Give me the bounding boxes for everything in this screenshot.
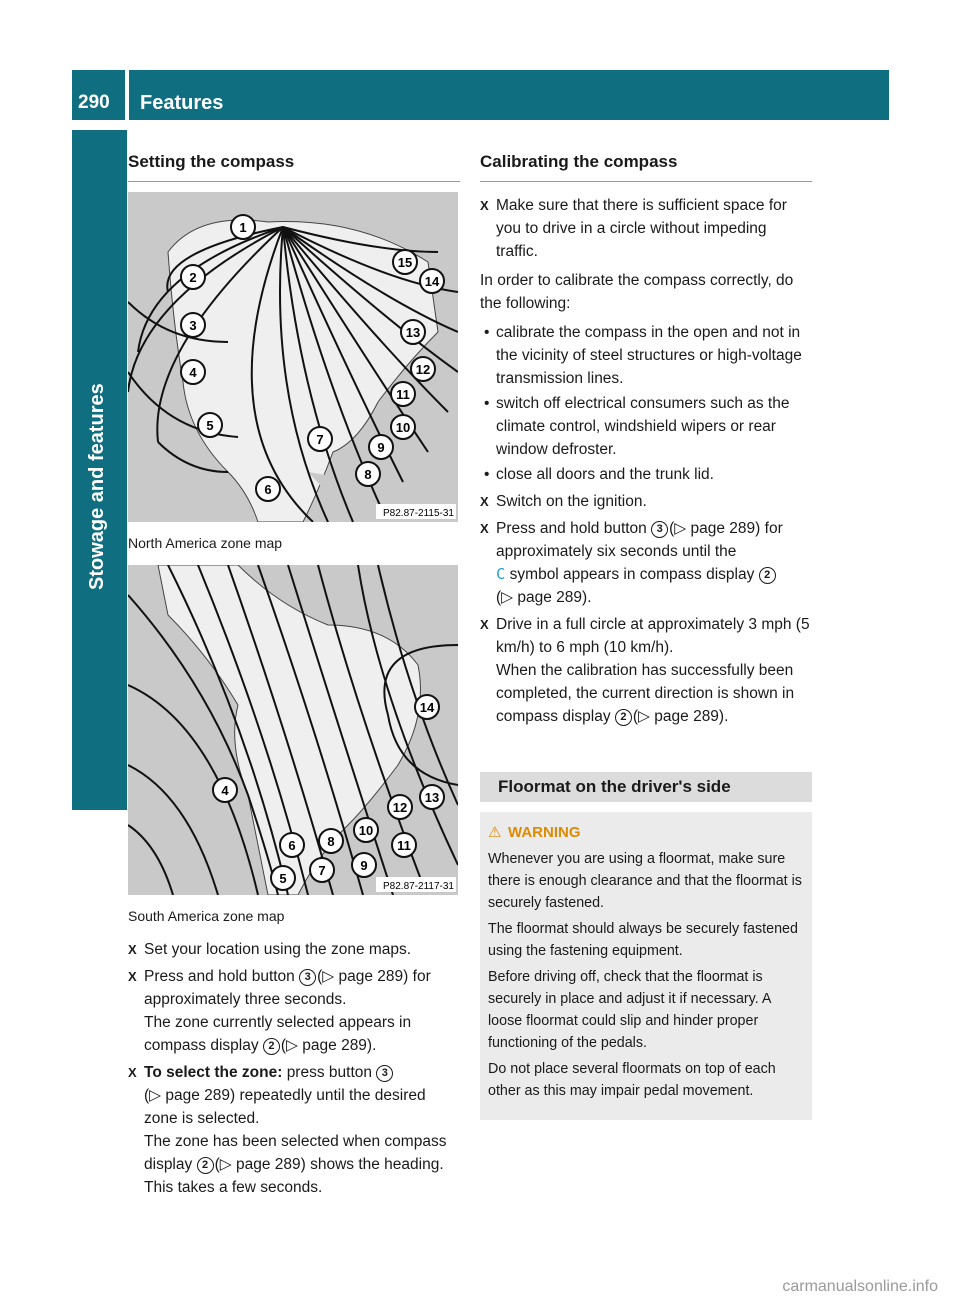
svg-text:3: 3 — [189, 318, 197, 333]
zone-label — [393, 250, 417, 274]
svg-text:1: 1 — [239, 220, 247, 235]
button-3-ref: 3 — [651, 521, 668, 538]
zone-label — [280, 833, 304, 857]
zone-label — [388, 795, 412, 819]
page-reference: (▷ page 289) — [214, 1156, 306, 1173]
svg-text:10: 10 — [395, 420, 411, 435]
svg-text:6: 6 — [264, 482, 272, 497]
warning-box — [480, 812, 812, 1120]
step-press-hold: X Press and hold button 3 (▷ page 289) for approximately three seconds. The zone currently selected appears in compass display 2 (▷ page 289). — [128, 965, 460, 1057]
zone-label — [181, 313, 205, 337]
page-reference: (▷ page 289) — [669, 520, 761, 537]
step-drive-circle: X Drive in a full circle at approximately 3 mph (5 km/h) to 6 mph (10 km/h). When the calibration has successfully been completed, the current direction is shown in compass display 2 (▷ page 289). — [480, 613, 812, 728]
setting-compass-heading: Setting the compass — [128, 150, 460, 182]
warning-text-3: Before driving off, check that the floormat is securely in place and adjust it if necessary. A loose floormat could slip and hinder proper functioning of the pedals. — [488, 969, 771, 1051]
header-separator — [125, 70, 129, 120]
step-space: X Make sure that there is sufficient space for you to drive in a circle without impeding traffic. — [480, 194, 812, 263]
svg-text:8: 8 — [364, 467, 372, 482]
chapter-title: Features — [140, 92, 224, 114]
left-column — [128, 150, 460, 1203]
watermark: carmanualsonline.info — [782, 1278, 938, 1295]
page-reference: (▷ page 289) — [496, 589, 588, 606]
svg-text:13: 13 — [424, 790, 440, 805]
step-ignition: X Switch on the ignition. — [480, 490, 812, 513]
map-code: P82.87-2115-31 — [383, 508, 454, 519]
zone-label — [231, 215, 255, 239]
north-america-caption: North America zone map — [128, 535, 283, 551]
calibrating-compass-heading: Calibrating the compass — [480, 150, 812, 182]
step-select-zone: X To select the zone: press button 3(▷ page 289) repeatedly until the desired zone is selected. The zone has been selected when compass display 2 (▷ page 289) shows the heading. This takes a few seconds. — [128, 1061, 460, 1199]
page-reference: (▷ page 289) — [317, 968, 409, 985]
zone-label — [420, 785, 444, 809]
svg-text:14: 14 — [424, 274, 440, 289]
button-3-ref: 3 — [376, 1065, 393, 1082]
warning-text-1: Whenever you are using a floormat, make sure there is enough clearance and that the floormat is securely fastened. — [488, 851, 802, 911]
warning-text-2: The floormat should always be securely fastened using the fastening equipment. — [488, 921, 798, 959]
svg-text:2: 2 — [189, 270, 197, 285]
zone-label — [181, 265, 205, 289]
svg-text:10: 10 — [358, 823, 374, 838]
zone-label — [392, 833, 416, 857]
zone-label — [369, 435, 393, 459]
c-symbol: C — [496, 565, 506, 583]
zone-label — [391, 382, 415, 406]
warning-title: ⚠ WARNING — [488, 822, 804, 844]
display-2-ref: 2 — [197, 1157, 214, 1174]
zone-label — [181, 360, 205, 384]
bullet-open-area: • calibrate the compass in the open and not in the vicinity of steel structures or high-voltage transmission lines. — [480, 321, 812, 390]
display-2-ref: 2 — [615, 709, 632, 726]
zone-label — [308, 427, 332, 451]
svg-text:9: 9 — [377, 440, 385, 455]
south-america-zone-map — [128, 565, 458, 895]
svg-text:15: 15 — [397, 255, 413, 270]
zone-label — [401, 320, 425, 344]
right-column — [480, 150, 812, 1120]
button-3-ref: 3 — [299, 969, 316, 986]
step-set-location: X Set your location using the zone maps. — [128, 938, 460, 961]
svg-text:11: 11 — [396, 387, 410, 402]
side-tab-label: Stowage and features — [86, 383, 108, 590]
zone-label — [391, 415, 415, 439]
zone-label — [271, 866, 295, 890]
svg-text:5: 5 — [279, 871, 287, 886]
svg-text:7: 7 — [316, 432, 324, 447]
svg-text:12: 12 — [415, 362, 431, 377]
display-2-ref: 2 — [263, 1038, 280, 1055]
svg-text:8: 8 — [327, 834, 335, 849]
zone-label — [310, 858, 334, 882]
svg-text:14: 14 — [419, 700, 435, 715]
page-reference: (▷ page 289) — [144, 1087, 236, 1104]
page-reference: (▷ page 289) — [632, 708, 725, 725]
zone-label — [420, 269, 444, 293]
svg-text:6: 6 — [288, 838, 296, 853]
zone-label — [411, 357, 435, 381]
svg-text:4: 4 — [189, 365, 197, 380]
display-2-ref: 2 — [759, 567, 776, 584]
bullet-doors: • close all doors and the trunk lid. — [480, 463, 812, 486]
floormat-heading: Floormat on the driver's side — [480, 772, 812, 802]
svg-text:7: 7 — [318, 863, 326, 878]
warning-triangle-icon: ⚠ — [488, 824, 502, 841]
north-america-zone-map — [128, 192, 458, 522]
zone-label — [354, 818, 378, 842]
calibration-intro: In order to calibrate the compass correctly, do the following: — [480, 272, 794, 312]
zone-label — [198, 413, 222, 437]
zone-label — [213, 778, 237, 802]
bullet-consumers: • switch off electrical consumers such as the climate control, windshield wipers or rear window defroster. — [480, 392, 812, 461]
step-press-hold-calibrate: X Press and hold button 3 (▷ page 289) for approximately six seconds until the C symbol appears in compass display 2 (▷ page 289). — [480, 517, 812, 609]
svg-text:5: 5 — [206, 418, 214, 433]
zone-label — [356, 462, 380, 486]
svg-text:9: 9 — [360, 858, 368, 873]
page-reference: (▷ page 289) — [280, 1037, 373, 1054]
south-america-caption: South America zone map — [128, 908, 285, 924]
zone-label — [319, 829, 343, 853]
svg-text:11: 11 — [397, 838, 411, 853]
map-code: P82.87-2117-31 — [383, 881, 454, 892]
svg-text:12: 12 — [392, 800, 408, 815]
zone-label — [415, 695, 439, 719]
svg-text:4: 4 — [221, 783, 229, 798]
warning-text-4: Do not place several floormats on top of each other as this may impair pedal movement. — [488, 1061, 776, 1099]
zone-label — [352, 853, 376, 877]
zone-label — [256, 477, 280, 501]
page-number: 290 — [78, 92, 110, 113]
svg-text:13: 13 — [405, 325, 421, 340]
